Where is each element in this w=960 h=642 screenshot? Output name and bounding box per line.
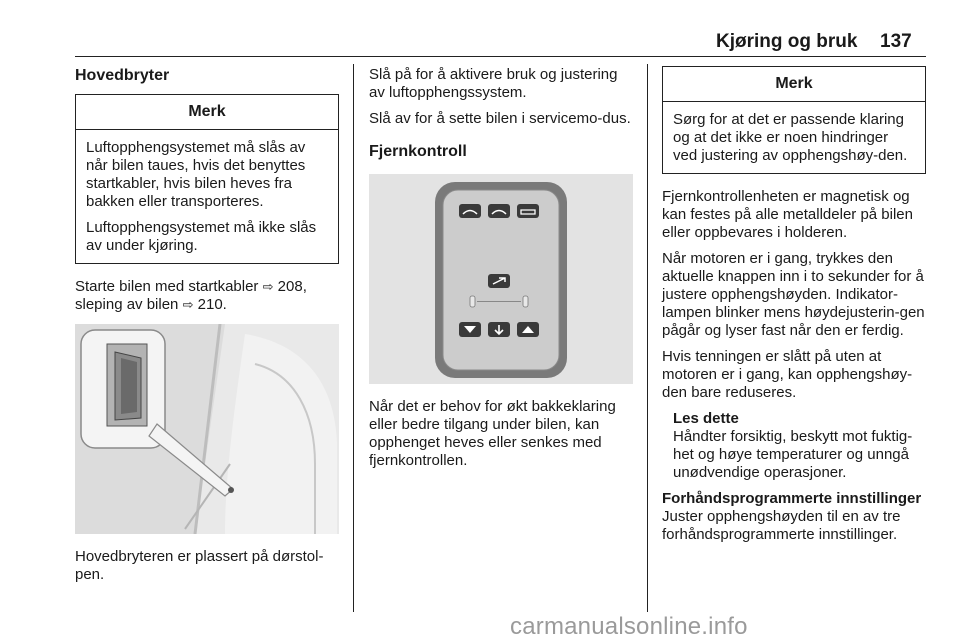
body-paragraph: Hvis tenningen er slått på uten at motoren er i gang, kan opphengshøy-den bare reduseres.: [662, 348, 913, 401]
note-title: Merk: [663, 67, 925, 102]
caution-body: Håndter forsiktig, beskytt mot fuktig-het og høye temperaturer og unngå unødvendige operasjoner.: [673, 428, 913, 481]
note-title: Merk: [76, 95, 338, 130]
section-heading-main-switch: Hovedbryter: [75, 67, 170, 84]
body-paragraph: Når det er behov for økt bakkeklaring eller bedre tilgang under bilen, kan opphenget heves eller senkes med fjernkontrollen.: [369, 398, 616, 469]
reference-text: Starte bilen med startkabler: [75, 278, 263, 295]
subheading-presets: Forhåndsprogrammerte innstillinger: [662, 490, 922, 507]
caution-block: [662, 410, 926, 482]
body-paragraph: Slå på for å aktivere bruk og justering av luftopphengssystem.: [369, 66, 618, 101]
column-middle: [369, 66, 633, 478]
page-ref-arrow-icon: ⇨: [182, 297, 194, 312]
watermark: carmanualsonline.info: [510, 613, 748, 640]
note-box: [662, 66, 926, 174]
figure-caption: Hovedbryteren er plassert på dørstol-pen.: [75, 548, 324, 583]
column-right: [662, 66, 926, 552]
body-paragraph: Slå av for å sette bilen i servicemo-dus.: [369, 110, 631, 127]
note-box: [75, 94, 339, 264]
page-number: 137: [880, 31, 912, 52]
reference-text: sleping av bilen: [75, 296, 183, 313]
note-body: [76, 130, 338, 263]
column-divider-2: [647, 64, 648, 612]
body-paragraph: Når motoren er i gang, trykkes den aktuelle knappen inn i to sekunder for å justere opphengshøyden. Indikator-lampen blinker mens høydejusterin-gen pågår og lyser fast når den er ferdig.: [662, 250, 925, 339]
column-left: [75, 66, 339, 592]
body-paragraph: Fjernkontrollenheten er magnetisk og kan festes på alle metalldeler på bilen eller oppbevares i holderen.: [662, 188, 913, 241]
page-ref-arrow-icon: ⇨: [262, 279, 274, 294]
remote-control-illustration: [369, 174, 633, 384]
header-divider: [75, 56, 926, 57]
section-heading-remote: Fjernkontroll: [369, 143, 467, 160]
main-switch-illustration: [75, 324, 339, 534]
preset-buttons: [459, 204, 539, 218]
note-body: [663, 102, 925, 173]
caution-title: Les dette: [673, 410, 739, 427]
reference-page-link[interactable]: 208,: [273, 278, 307, 295]
note-paragraph: Luftopphengsystemet må slås av når bilen taues, hvis det benyttes startkabler, hvis bilen heves fra bakken eller transporteres.: [86, 139, 306, 210]
note-paragraph: Sørg for at det er passende klaring og at det ikke er noen hindringer ved justering av opphengshøy-den.: [673, 111, 908, 164]
body-paragraph: Juster opphengshøyden til en av tre forhåndsprogrammerte innstillinger.: [662, 508, 901, 543]
reference-paragraph: [75, 278, 339, 314]
reference-page-link[interactable]: 210.: [193, 296, 227, 313]
header-title: Kjøring og bruk: [716, 31, 858, 52]
column-divider-1: [353, 64, 354, 612]
note-paragraph: Luftopphengsystemet må ikke slås av under kjøring.: [86, 219, 317, 254]
